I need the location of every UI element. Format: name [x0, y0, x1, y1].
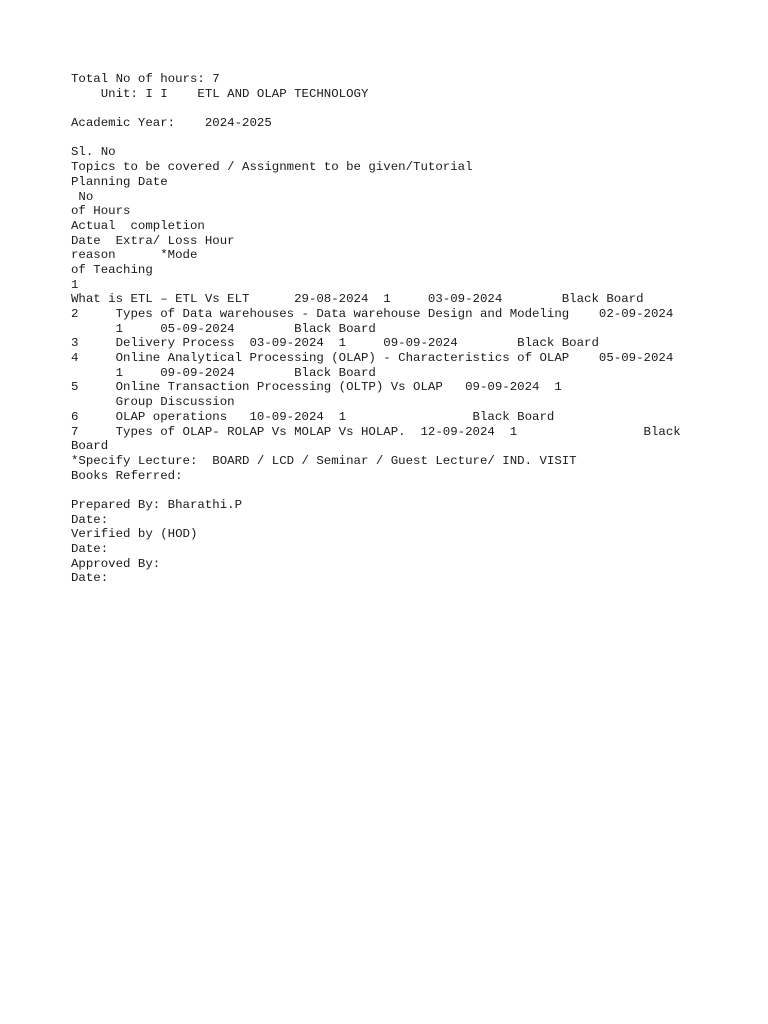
document-page [71, 72, 751, 586]
row-3-content: 3 Delivery Process 03-09-2024 1 09-09-2024 Black Board [71, 336, 599, 351]
unit-title-line: Unit: I I ETL AND OLAP TECHNOLOGY [71, 86, 369, 101]
row-5-content: 5 Online Transaction Processing (OLTP) Vs OLAP 09-09-2024 1 [71, 380, 562, 395]
verified-by-line: Verified by (HOD) [71, 527, 198, 542]
header-of-teaching: of Teaching [71, 262, 153, 277]
row-7-content: 7 Types of OLAP- ROLAP Vs MOLAP Vs HOLAP. 12-09-2024 1 Black [71, 424, 681, 439]
row-1-number: 1 [71, 277, 79, 292]
approved-by-line: Approved By: [71, 556, 161, 571]
row-2-continuation: 1 05-09-2024 Black Board [71, 321, 376, 336]
prepared-by-line: Prepared By: Bharathi.P [71, 497, 243, 512]
header-planning-date: Planning Date [71, 174, 168, 189]
verified-date-line: Date: [71, 542, 109, 556]
blank-line [71, 483, 751, 498]
header-reason-mode: reason *Mode [71, 248, 198, 263]
prepared-date-line: Date: [71, 512, 109, 527]
header-no: No [71, 189, 94, 204]
blank-line [71, 101, 751, 116]
row-6-content: 6 OLAP operations 10-09-2024 1 Black Board [71, 409, 555, 424]
row-4-content: 4 Online Analytical Processing (OLAP) - Characteristics of OLAP 05-09-2024 [71, 351, 674, 366]
header-actual-completion: Actual completion [71, 218, 205, 233]
blank-line [71, 131, 751, 146]
approved-date-line: Date: [71, 571, 109, 586]
total-hours-line: Total No of hours: 7 [71, 72, 220, 86]
row-1-content: What is ETL – ETL Vs ELT 29-08-2024 1 03-09-2024 Black Board [71, 292, 644, 307]
specify-lecture-note: *Specify Lecture: BOARD / LCD / Seminar / Guest Lecture/ IND. VISIT [71, 453, 577, 468]
row-5-continuation: Group Discussion [71, 395, 235, 410]
books-referred-label: Books Referred: [71, 468, 183, 483]
header-sl-no: Sl. No [71, 145, 116, 160]
row-7-continuation: Board [71, 439, 109, 454]
header-date-extra-loss: Date Extra/ Loss Hour [71, 233, 235, 248]
row-4-continuation: 1 09-09-2024 Black Board [71, 365, 376, 380]
header-topics: Topics to be covered / Assignment to be given/Tutorial [71, 160, 473, 175]
academic-year-line: Academic Year: 2024-2025 [71, 116, 272, 131]
row-2-content: 2 Types of Data warehouses - Data warehouse Design and Modeling 02-09-2024 [71, 307, 674, 321]
header-of-hours: of Hours [71, 204, 131, 219]
